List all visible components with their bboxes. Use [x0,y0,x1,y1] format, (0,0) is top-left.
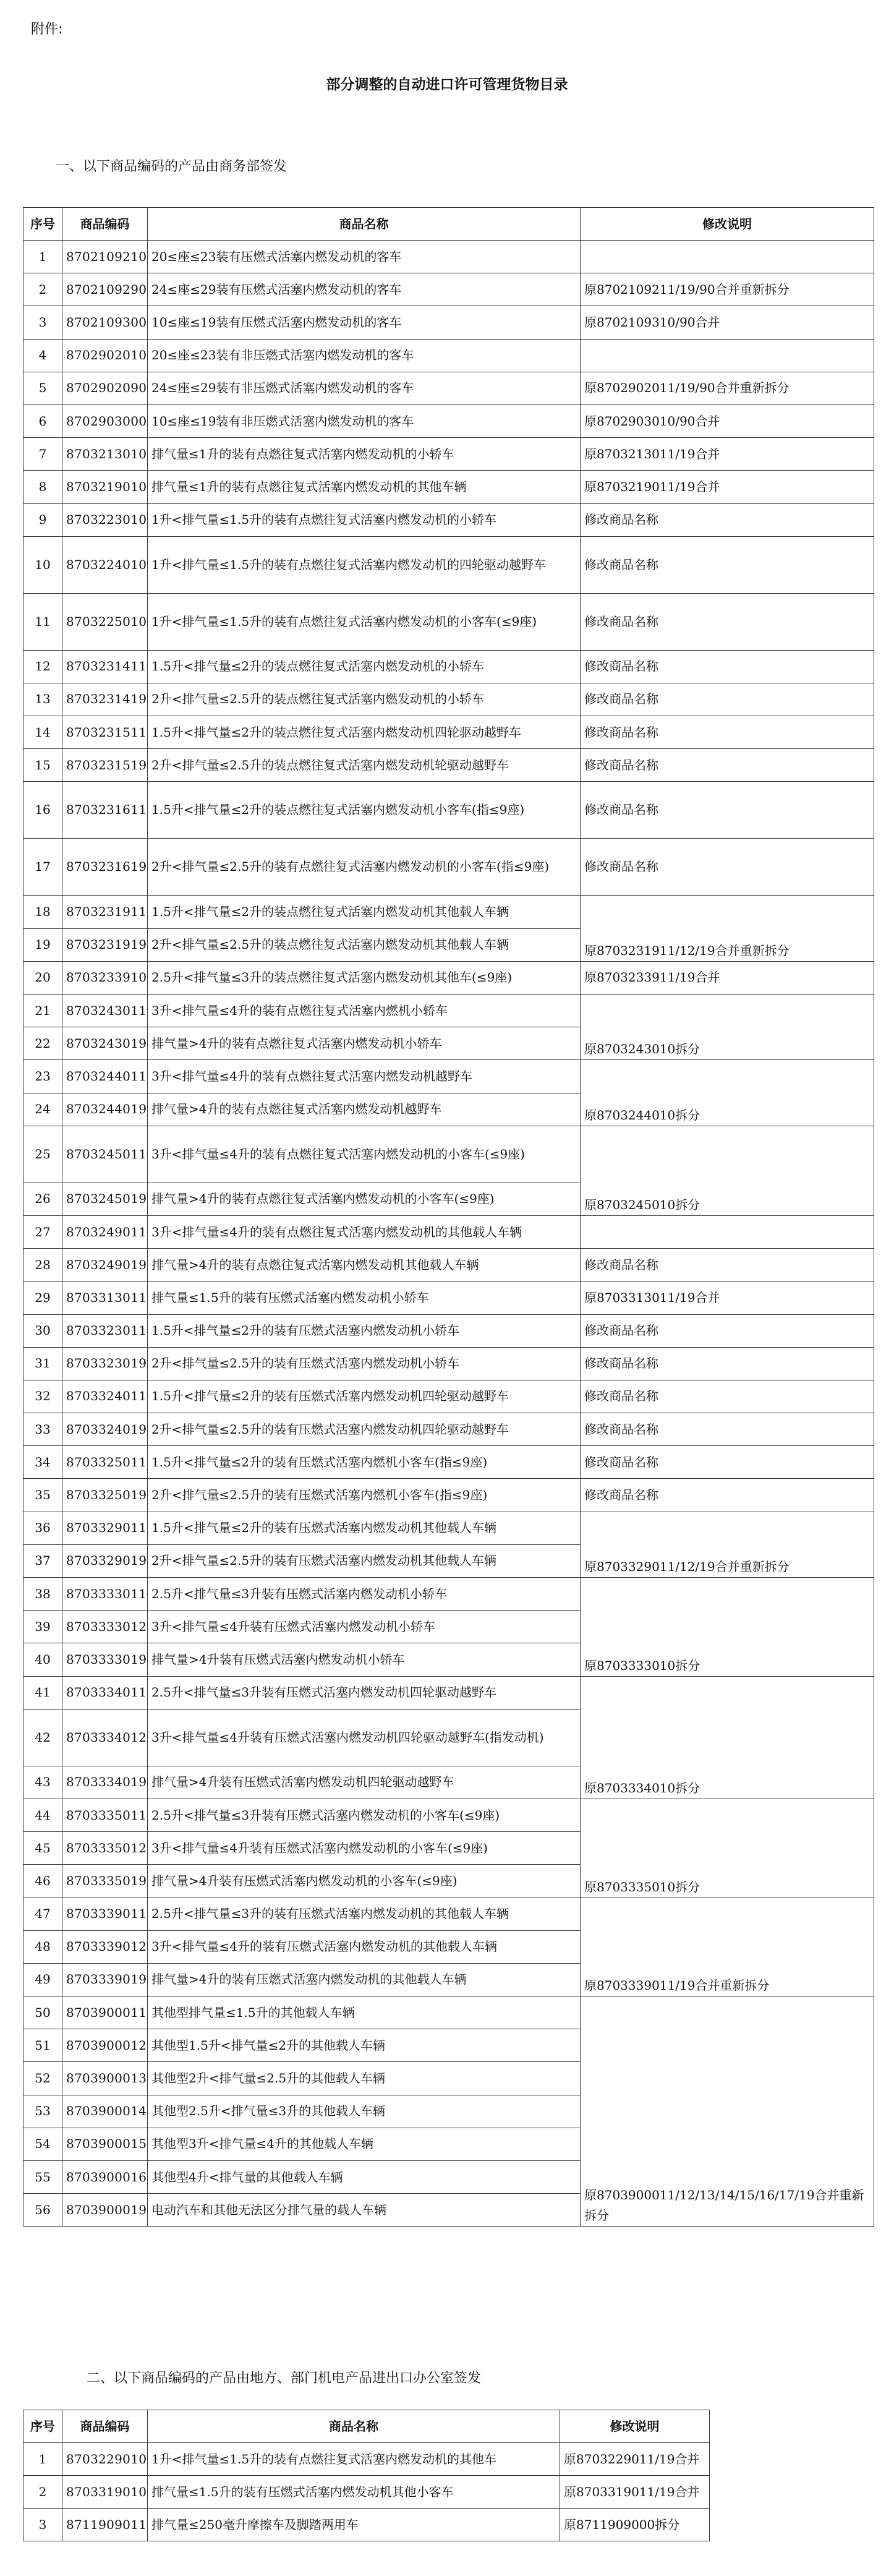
row-number: 6 [23,404,62,437]
commodity-code: 8703245019 [62,1183,148,1215]
commodity-code: 8703213010 [62,438,148,471]
attachment-label: 附件: [31,22,63,37]
table-row [23,1215,874,1248]
row-number: 53 [23,2095,62,2128]
table-row [23,471,874,503]
commodity-code: 8703231619 [62,839,148,896]
commodity-code: 8703249019 [62,1249,148,1282]
table-header-row [23,2410,710,2443]
commodity-name: 排气量>4升的装有点燃往复式活塞内燃发动机其他载人车辆 [148,1249,581,1282]
row-number: 40 [23,1643,62,1676]
commodity-code: 8703900013 [62,2062,148,2095]
commodity-code: 8703329019 [62,1544,148,1577]
commodity-code: 8703333011 [62,1578,148,1611]
remark-cell: 修改商品名称 [581,782,874,839]
commodity-code: 8702902010 [62,339,148,372]
commodity-name: 3升<排气量≤4升的装有点燃往复式活塞内燃机小轿车 [148,995,581,1027]
table-row [23,593,874,650]
commodity-name: 1.5升<排气量≤2升的装点燃往复式活塞内燃发动机的小轿车 [148,650,581,683]
commodity-code: 8703243011 [62,995,148,1027]
table-row [23,1512,874,1544]
table-row [23,1126,874,1183]
remark-cell: 原8702109310/90合并 [581,306,874,339]
commodity-name: 2升<排气量≤2.5升的装有点燃往复式活塞内燃发动机的小客车(指≤9座) [148,839,581,896]
header-code: 商品编码 [62,2410,148,2443]
commodity-name: 2.5升<排气量≤3升装有压燃式活塞内燃发动机四轮驱动越野车 [148,1676,581,1709]
row-number: 9 [23,503,62,536]
commodity-code: 8703223010 [62,503,148,536]
row-number: 26 [23,1183,62,1215]
remark-cell: 修改商品名称 [581,1380,874,1413]
row-number: 18 [23,896,62,928]
table-row [23,716,874,749]
row-number: 28 [23,1249,62,1282]
header-code: 商品编码 [62,208,148,241]
commodity-code: 8703231919 [62,928,148,961]
commodity-name: 1升<排气量≤1.5升的装有点燃往复式活塞内燃发动机的四轮驱动越野车 [148,536,581,593]
table-row [23,273,874,306]
row-number: 32 [23,1380,62,1413]
commodity-code: 8703229010 [62,2443,148,2476]
row-number: 38 [23,1578,62,1611]
remark-cell: 原8711909000拆分 [560,2509,710,2541]
commodity-code: 8703900012 [62,2029,148,2062]
row-number: 48 [23,1930,62,1963]
commodity-code: 8703244019 [62,1093,148,1126]
commodity-name: 1.5升<排气量≤2升的装点燃往复式活塞内燃发动机其他载人车辆 [148,896,581,928]
commodity-name: 1.5升<排气量≤2升的装有压燃式活塞内燃发动机其他载人车辆 [148,1512,581,1544]
row-number: 43 [23,1766,62,1799]
commodity-name: 2升<排气量≤2.5升的装点燃往复式活塞内燃发动机轮驱动越野车 [148,749,581,782]
section1-table [23,207,874,2227]
commodity-name: 1升<排气量≤1.5升的装有点燃往复式活塞内燃发动机的小轿车 [148,503,581,536]
row-number: 35 [23,1479,62,1512]
commodity-code: 8703900014 [62,2095,148,2128]
commodity-name: 1.5升<排气量≤2升的装有压燃式活塞内燃发动机小轿车 [148,1314,581,1347]
remark-cell: 原8703313011/19合并 [581,1282,874,1314]
commodity-name: 其他型排气量≤1.5升的其他载人车辆 [148,1996,581,2029]
commodity-name: 其他型4升<排气量的其他载人车辆 [148,2161,581,2194]
table-row [23,961,874,994]
remark-cell: 修改商品名称 [581,593,874,650]
commodity-name: 3升<排气量≤4升的装有压燃式活塞内燃发动机的其他载人车辆 [148,1930,581,1963]
table-row [23,1347,874,1380]
commodity-code: 8703325011 [62,1446,148,1479]
table-row [23,1578,874,1611]
commodity-name: 2升<排气量≤2.5升的装有压燃式活塞内燃发动机其他载人车辆 [148,1544,581,1577]
row-number: 5 [23,372,62,404]
remark-cell: 原8703213011/19合并 [581,438,874,471]
remark-cell: 原8702109211/19/90合并重新拆分 [581,273,874,306]
table-row [23,1249,874,1282]
page-title: 部分调整的自动进口许可管理货物目录 [326,77,568,93]
commodity-name: 2升<排气量≤2.5升的装有压燃式活塞内燃机小客车(指≤9座) [148,1479,581,1512]
commodity-name: 2升<排气量≤2.5升的装点燃往复式活塞内燃发动机其他载人车辆 [148,928,581,961]
row-number: 8 [23,471,62,503]
commodity-code: 8703335019 [62,1865,148,1898]
table-row [23,536,874,593]
commodity-name: 3升<排气量≤4升装有压燃式活塞内燃发动机四轮驱动越野车(指发动机) [148,1709,581,1766]
commodity-code: 8703334019 [62,1766,148,1799]
commodity-code: 8703325019 [62,1479,148,1512]
remark-cell [581,339,874,372]
commodity-name: 2.5升<排气量≤3升的装有压燃式活塞内燃发动机的其他载人车辆 [148,1898,581,1930]
commodity-code: 8703231911 [62,896,148,928]
row-number: 15 [23,749,62,782]
row-number: 31 [23,1347,62,1380]
row-number: 19 [23,928,62,961]
row-number: 14 [23,716,62,749]
row-number: 54 [23,2128,62,2160]
commodity-name: 排气量≤1.5升的装有压燃式活塞内燃发动机其他小客车 [148,2476,560,2509]
commodity-code: 8703339012 [62,1930,148,1963]
remark-cell: 原8703243010拆分 [581,995,874,1060]
table-row [23,2476,710,2509]
table-row [23,438,874,471]
commodity-code: 8703245011 [62,1126,148,1183]
row-number: 17 [23,839,62,896]
commodity-code: 8703231519 [62,749,148,782]
remark-cell: 原8703900011/12/13/14/15/16/17/19合并重新拆分 [581,1996,874,2227]
commodity-name: 排气量≤250毫升摩擦车及脚踏两用车 [148,2509,560,2541]
commodity-name: 10≤座≤19装有非压燃式活塞内燃发动机的客车 [148,404,581,437]
remark-cell: 原8703339011/19合并重新拆分 [581,1898,874,1996]
commodity-code: 8703231511 [62,716,148,749]
row-number: 44 [23,1799,62,1831]
commodity-code: 8711909011 [62,2509,148,2541]
commodity-name: 2升<排气量≤2.5升的装点燃往复式活塞内燃发动机的小轿车 [148,683,581,716]
table-row [23,1380,874,1413]
commodity-code: 8702109300 [62,306,148,339]
remark-cell: 修改商品名称 [581,683,874,716]
row-number: 45 [23,1832,62,1865]
commodity-code: 8703335011 [62,1799,148,1831]
commodity-name: 排气量>4升装有压燃式活塞内燃发动机小轿车 [148,1643,581,1676]
remark-cell: 原8703319011/19合并 [560,2476,710,2509]
commodity-name: 3升<排气量≤4升装有压燃式活塞内燃发动机小轿车 [148,1611,581,1643]
row-number: 23 [23,1060,62,1093]
row-number: 33 [23,1413,62,1446]
commodity-code: 8703224010 [62,536,148,593]
row-number: 7 [23,438,62,471]
row-number: 27 [23,1215,62,1248]
commodity-code: 8703335012 [62,1832,148,1865]
commodity-name: 2升<排气量≤2.5升的装有压燃式活塞内燃发动机小轿车 [148,1347,581,1380]
commodity-name: 排气量>4升的装有点燃往复式活塞内燃发动机的小客车(≤9座) [148,1183,581,1215]
row-number: 51 [23,2029,62,2062]
table-row [23,1314,874,1347]
commodity-code: 8703339019 [62,1963,148,1996]
row-number: 34 [23,1446,62,1479]
table-row [23,1479,874,1512]
table-row [23,339,874,372]
commodity-name: 排气量>4升的装有点燃往复式活塞内燃发动机越野车 [148,1093,581,1126]
row-number: 56 [23,2194,62,2227]
remark-cell: 修改商品名称 [581,1413,874,1446]
table-row [23,241,874,273]
table-row [23,1446,874,1479]
row-number: 36 [23,1512,62,1544]
table-row [23,782,874,839]
commodity-name: 排气量>4升的装有压燃式活塞内燃发动机的其他载人车辆 [148,1963,581,1996]
remark-cell: 修改商品名称 [581,1314,874,1347]
remark-cell: 原8703335010拆分 [581,1799,874,1898]
row-number: 2 [23,2476,62,2509]
commodity-name: 2.5升<排气量≤3升装有压燃式活塞内燃发动机的小客车(≤9座) [148,1799,581,1831]
commodity-code: 8702903000 [62,404,148,437]
row-number: 50 [23,1996,62,2029]
row-number: 16 [23,782,62,839]
commodity-name: 24≤座≤29装有非压燃式活塞内燃发动机的客车 [148,372,581,404]
remark-cell: 原8703219011/19合并 [581,471,874,503]
commodity-code: 8703231419 [62,683,148,716]
remark-cell: 原8703245010拆分 [581,1126,874,1215]
table-row [23,749,874,782]
header-remark: 修改说明 [560,2410,710,2443]
commodity-code: 8702109210 [62,241,148,273]
row-number: 10 [23,536,62,593]
remark-cell: 原8703244010拆分 [581,1060,874,1126]
remark-cell: 修改商品名称 [581,536,874,593]
commodity-code: 8703313011 [62,1282,148,1314]
remark-cell [581,241,874,273]
header-no: 序号 [23,208,62,241]
row-number: 37 [23,1544,62,1577]
row-number: 55 [23,2161,62,2194]
remark-cell: 修改商品名称 [581,503,874,536]
table-row [23,1676,874,1709]
commodity-code: 8703233910 [62,961,148,994]
table-row [23,2443,710,2476]
commodity-name: 2.5升<排气量≤3升装有压燃式活塞内燃发动机小轿车 [148,1578,581,1611]
commodity-code: 8703225010 [62,593,148,650]
commodity-name: 1.5升<排气量≤2升的装有压燃式活塞内燃发动机四轮驱动越野车 [148,1380,581,1413]
commodity-name: 排气量≤1升的装有点燃往复式活塞内燃发动机的其他车辆 [148,471,581,503]
commodity-code: 8703339011 [62,1898,148,1930]
remark-cell: 原8703233911/19合并 [581,961,874,994]
row-number: 30 [23,1314,62,1347]
commodity-code: 8703231611 [62,782,148,839]
commodity-name: 3升<排气量≤4升的装有点燃往复式活塞内燃发动机越野车 [148,1060,581,1093]
header-remark: 修改说明 [581,208,874,241]
commodity-code: 8703231411 [62,650,148,683]
commodity-name: 电动汽车和其他无法区分排气量的载人车辆 [148,2194,581,2227]
commodity-name: 1升<排气量≤1.5升的装有点燃往复式活塞内燃发动机的小客车(≤9座) [148,593,581,650]
commodity-code: 8703323019 [62,1347,148,1380]
table-row [23,404,874,437]
commodity-name: 10≤座≤19装有压燃式活塞内燃发动机的客车 [148,306,581,339]
table-header-row [23,208,874,241]
table-row [23,896,874,928]
remark-cell: 原8703329011/12/19合并重新拆分 [581,1512,874,1577]
section2-table [23,2410,710,2541]
remark-cell: 修改商品名称 [581,1479,874,1512]
table-row [23,683,874,716]
table-row [23,1996,874,2029]
row-number: 1 [23,241,62,273]
header-name: 商品名称 [148,208,581,241]
remark-cell [581,1215,874,1248]
row-number: 39 [23,1611,62,1643]
table-row [23,1898,874,1930]
commodity-code: 8702902090 [62,372,148,404]
row-number: 3 [23,2509,62,2541]
commodity-name: 3升<排气量≤4升的装有点燃往复式活塞内燃发动机的小客车(≤9座) [148,1126,581,1183]
commodity-name: 20≤座≤23装有非压燃式活塞内燃发动机的客车 [148,339,581,372]
row-number: 13 [23,683,62,716]
commodity-name: 排气量>4升的装有点燃往复式活塞内燃发动机小轿车 [148,1027,581,1060]
commodity-code: 8703334012 [62,1709,148,1766]
table-row [23,2509,710,2541]
commodity-code: 8703244011 [62,1060,148,1093]
table-row [23,650,874,683]
header-name: 商品名称 [148,2410,560,2443]
commodity-code: 8703243019 [62,1027,148,1060]
commodity-code: 8703900016 [62,2161,148,2194]
row-number: 24 [23,1093,62,1126]
header-no: 序号 [23,2410,62,2443]
remark-cell: 原8703333010拆分 [581,1578,874,1677]
row-number: 3 [23,306,62,339]
remark-cell: 原8702903010/90合并 [581,404,874,437]
row-number: 49 [23,1963,62,1996]
commodity-code: 8703900015 [62,2128,148,2160]
commodity-code: 8703329011 [62,1512,148,1544]
table-row [23,1799,874,1831]
commodity-code: 8703319010 [62,2476,148,2509]
commodity-name: 其他型3升<排气量≤4升的其他载人车辆 [148,2128,581,2160]
remark-cell: 修改商品名称 [581,1446,874,1479]
remark-cell: 修改商品名称 [581,650,874,683]
remark-cell: 修改商品名称 [581,749,874,782]
commodity-code: 8702109290 [62,273,148,306]
row-number: 20 [23,961,62,994]
commodity-code: 8703334011 [62,1676,148,1709]
commodity-code: 8703333012 [62,1611,148,1643]
commodity-name: 排气量≤1.5升的装有压燃式活塞内燃发动机小轿车 [148,1282,581,1314]
commodity-code: 8703900019 [62,2194,148,2227]
remark-cell: 原8703334010拆分 [581,1676,874,1799]
remark-cell: 修改商品名称 [581,1347,874,1380]
row-number: 52 [23,2062,62,2095]
table-row [23,1413,874,1446]
commodity-name: 1.5升<排气量≤2升的装点燃往复式活塞内燃发动机四轮驱动越野车 [148,716,581,749]
row-number: 11 [23,593,62,650]
row-number: 21 [23,995,62,1027]
row-number: 1 [23,2443,62,2476]
row-number: 47 [23,1898,62,1930]
commodity-name: 1.5升<排气量≤2升的装点燃往复式活塞内燃发动机小客车(指≤9座) [148,782,581,839]
row-number: 25 [23,1126,62,1183]
commodity-name: 其他型2升<排气量≤2.5升的其他载人车辆 [148,2062,581,2095]
commodity-name: 排气量>4升装有压燃式活塞内燃发动机四轮驱动越野车 [148,1766,581,1799]
commodity-name: 20≤座≤23装有压燃式活塞内燃发动机的客车 [148,241,581,273]
remark-cell: 修改商品名称 [581,716,874,749]
row-number: 22 [23,1027,62,1060]
commodity-code: 8703324019 [62,1413,148,1446]
row-number: 42 [23,1709,62,1766]
commodity-name: 2升<排气量≤2.5升的装有压燃式活塞内燃发动机四轮驱动越野车 [148,1413,581,1446]
section2-title: 二、以下商品编码的产品由地方、部门机电产品进出口办公室签发 [87,2371,482,2386]
commodity-code: 8703219010 [62,471,148,503]
remark-cell: 修改商品名称 [581,1249,874,1282]
commodity-code: 8703900011 [62,1996,148,2029]
table-row [23,995,874,1027]
row-number: 2 [23,273,62,306]
table-row [23,839,874,896]
table-row [23,372,874,404]
commodity-code: 8703323011 [62,1314,148,1347]
commodity-name: 3升<排气量≤4升的装有点燃往复式活塞内燃发动机的其他载人车辆 [148,1215,581,1248]
row-number: 29 [23,1282,62,1314]
commodity-name: 1.5升<排气量≤2升的装有压燃式活塞内燃机小客车(指≤9座) [148,1446,581,1479]
commodity-name: 其他型2.5升<排气量≤3升的其他载人车辆 [148,2095,581,2128]
remark-cell: 原8703231911/12/19合并重新拆分 [581,896,874,961]
commodity-code: 8703324011 [62,1380,148,1413]
table-row [23,1060,874,1093]
commodity-name: 其他型1.5升<排气量≤2升的其他载人车辆 [148,2029,581,2062]
table-row [23,1282,874,1314]
table-row [23,306,874,339]
commodity-name: 24≤座≤29装有压燃式活塞内燃发动机的客车 [148,273,581,306]
row-number: 41 [23,1676,62,1709]
remark-cell: 修改商品名称 [581,839,874,896]
commodity-name: 排气量>4升装有压燃式活塞内燃发动机的小客车(≤9座) [148,1865,581,1898]
commodity-code: 8703333019 [62,1643,148,1676]
remark-cell: 原8703229011/19合并 [560,2443,710,2476]
commodity-name: 1升<排气量≤1.5升的装有点燃往复式活塞内燃发动机的其他车 [148,2443,560,2476]
commodity-code: 8703249011 [62,1215,148,1248]
remark-cell: 原8702902011/19/90合并重新拆分 [581,372,874,404]
row-number: 46 [23,1865,62,1898]
row-number: 4 [23,339,62,372]
row-number: 12 [23,650,62,683]
commodity-name: 排气量≤1升的装有点燃往复式活塞内燃发动机的小轿车 [148,438,581,471]
table-row [23,503,874,536]
commodity-name: 3升<排气量≤4升装有压燃式活塞内燃发动机的小客车(≤9座) [148,1832,581,1865]
commodity-name: 2.5升<排气量≤3升的装点燃往复式活塞内燃发动机其他车(≤9座) [148,961,581,994]
section1-title: 一、以下商品编码的产品由商务部签发 [56,159,287,174]
